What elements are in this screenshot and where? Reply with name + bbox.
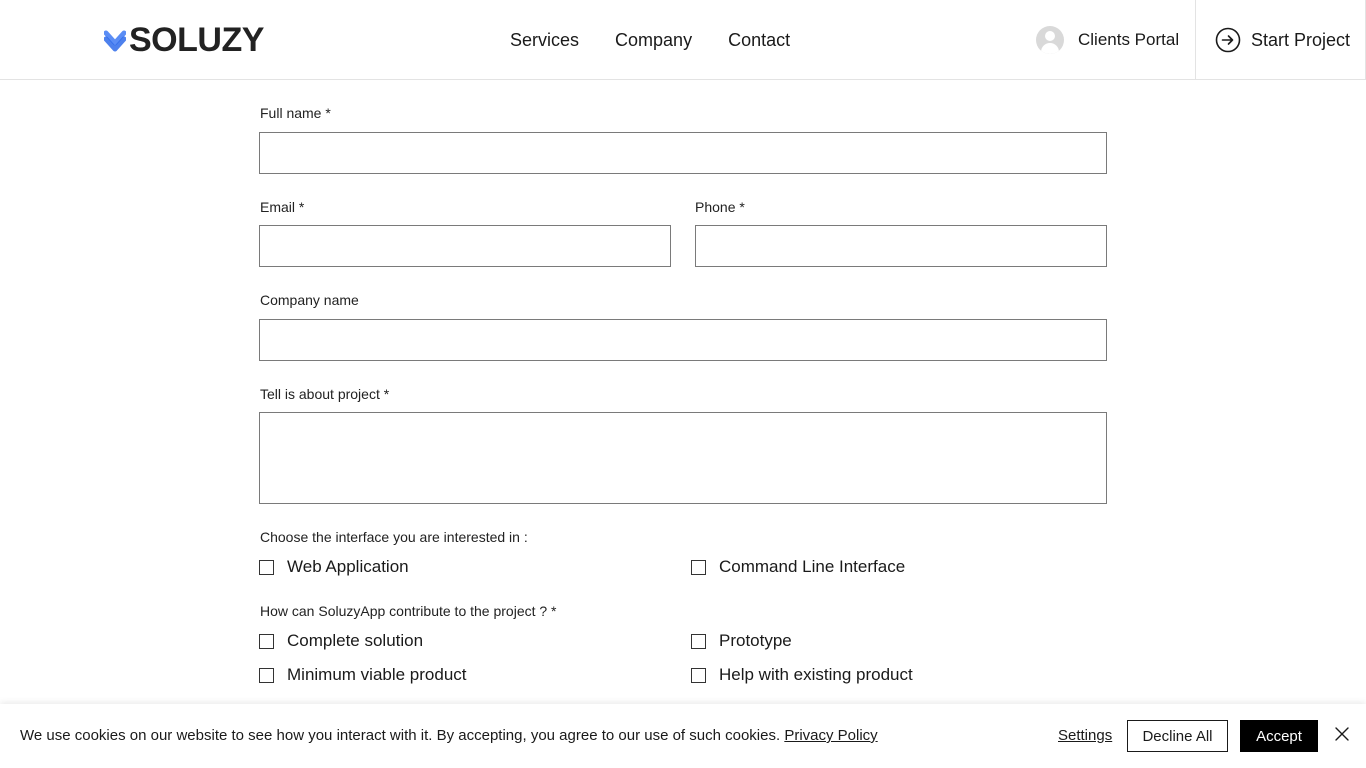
checkbox-box[interactable] <box>691 634 706 649</box>
logo-text: SOLUZY <box>129 21 264 59</box>
checkbox-help-existing-product[interactable] <box>691 664 913 686</box>
checkbox-label: Web Application <box>287 557 409 576</box>
site-logo[interactable] <box>104 22 264 58</box>
full-name-input[interactable] <box>259 132 1107 174</box>
checkbox-web-application[interactable] <box>259 556 409 578</box>
checkbox-prototype[interactable] <box>691 630 792 652</box>
cookie-consent-bar <box>0 704 1366 768</box>
nav-services[interactable]: Services <box>510 30 580 50</box>
contribution-question-label: How can SoluzyApp contribute to the project ? * <box>260 603 557 619</box>
project-description-textarea[interactable] <box>259 412 1107 504</box>
start-project-label: Start Project <box>1251 29 1351 50</box>
nav-contact[interactable]: Contact <box>728 30 791 50</box>
site-header <box>0 0 1366 80</box>
company-name-label: Company name <box>260 292 359 308</box>
checkbox-label: Minimum viable product <box>287 665 467 684</box>
checkbox-label: Complete solution <box>287 631 424 650</box>
cookie-message-text: We use cookies on our website to see how you interact with it. By accepting, you agree to our use of such cookies. <box>20 727 781 744</box>
cookie-message <box>20 727 878 744</box>
checkbox-command-line-interface[interactable] <box>691 556 905 578</box>
user-avatar-icon <box>1036 26 1064 54</box>
main-nav <box>510 28 826 52</box>
privacy-policy-link[interactable]: Privacy Policy <box>784 727 878 744</box>
full-name-label: Full name * <box>260 105 331 121</box>
company-name-input[interactable] <box>259 319 1107 361</box>
checkbox-complete-solution[interactable] <box>259 630 423 652</box>
nav-company[interactable]: Company <box>615 30 693 50</box>
accept-button[interactable]: Accept <box>1240 720 1318 752</box>
decline-all-button[interactable]: Decline All <box>1127 720 1228 752</box>
checkbox-label: Command Line Interface <box>719 557 906 576</box>
phone-label: Phone * <box>695 199 745 215</box>
checkbox-box[interactable] <box>259 668 274 683</box>
email-label: Email * <box>260 199 305 215</box>
arrow-right-circle-icon <box>1215 27 1241 53</box>
clients-portal-link[interactable] <box>1036 24 1179 56</box>
checkbox-box[interactable] <box>259 634 274 649</box>
close-icon[interactable] <box>1334 726 1350 742</box>
start-project-button[interactable] <box>1195 0 1366 80</box>
phone-input[interactable] <box>695 225 1107 267</box>
checkbox-box[interactable] <box>691 668 706 683</box>
email-input[interactable] <box>259 225 671 267</box>
project-description-label: Tell is about project * <box>260 386 390 402</box>
clients-portal-label: Clients Portal <box>1078 30 1180 49</box>
cookie-settings-link[interactable]: Settings <box>1058 727 1113 744</box>
checkbox-minimum-viable-product[interactable] <box>259 664 467 686</box>
checkbox-box[interactable] <box>691 560 706 575</box>
interface-question-label: Choose the interface you are interested in : <box>260 529 528 545</box>
checkbox-label: Prototype <box>719 631 792 650</box>
soluzy-chevron-logo <box>104 25 126 55</box>
checkbox-box[interactable] <box>259 560 274 575</box>
checkbox-label: Help with existing product <box>719 665 913 684</box>
